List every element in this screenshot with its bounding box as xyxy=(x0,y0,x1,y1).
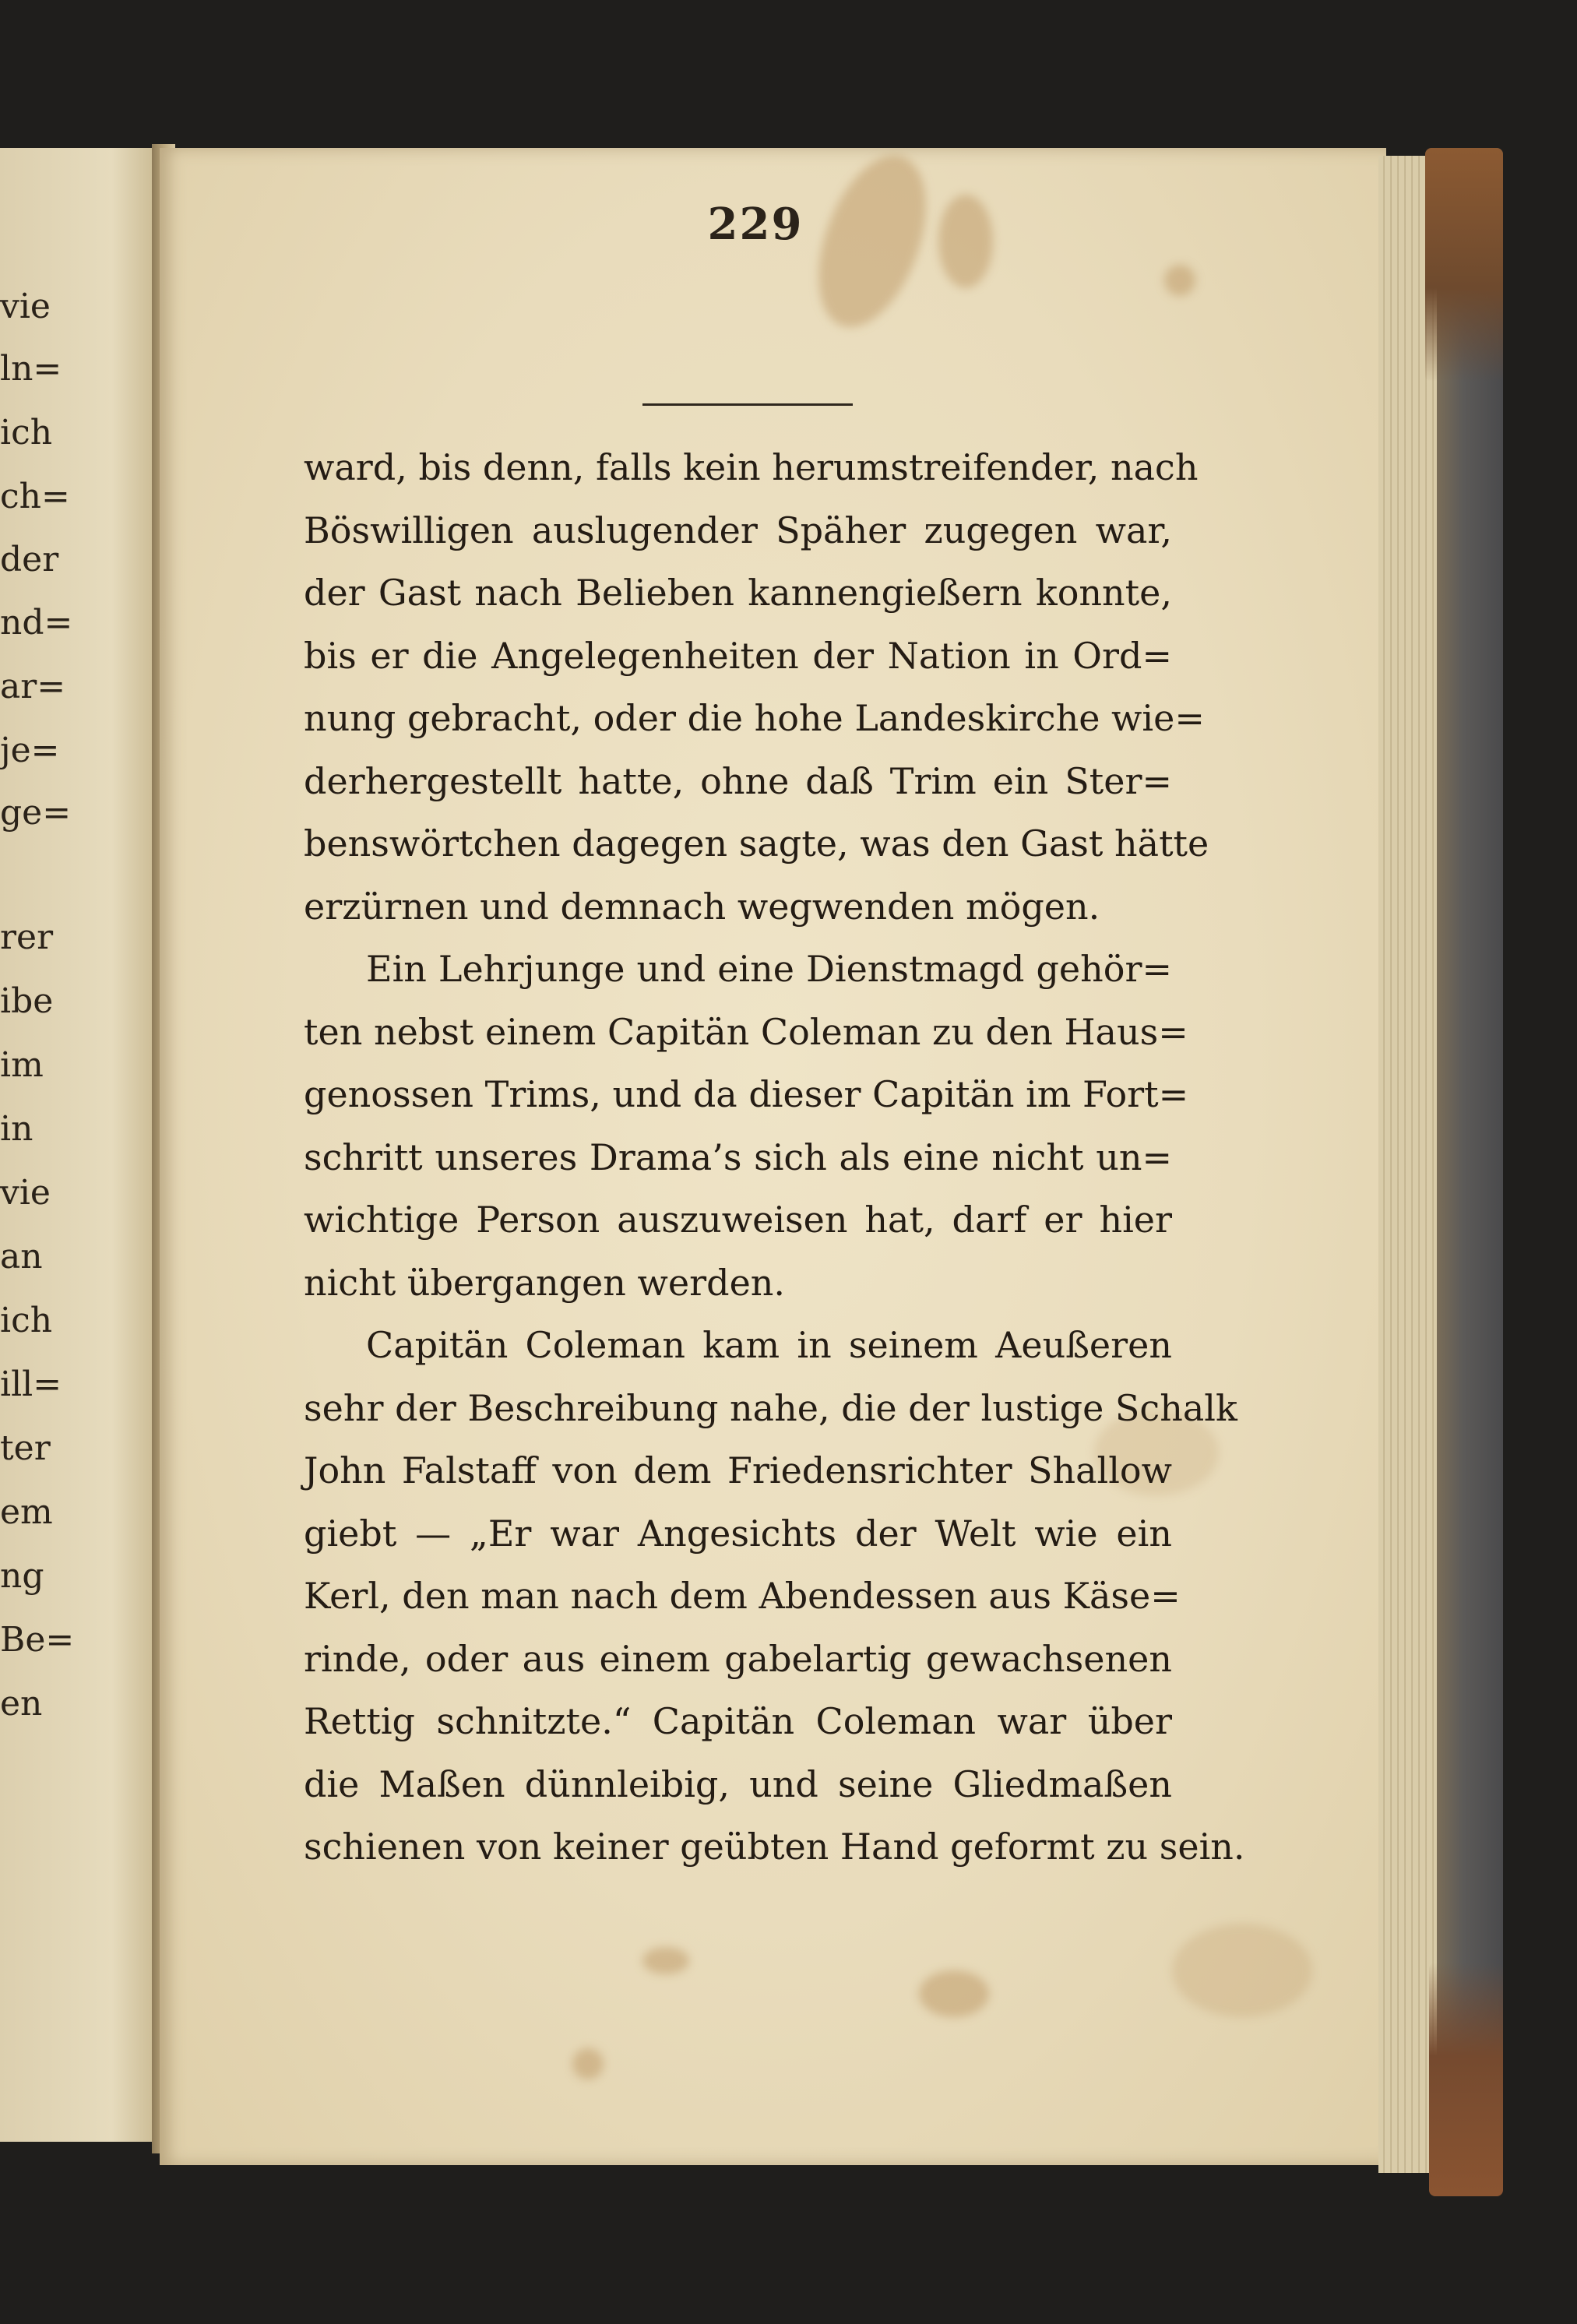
text-line: wichtige Person auszuweisen hat, darf er hier xyxy=(304,1199,1172,1241)
previous-page-fragment: ar= xyxy=(0,667,66,706)
previous-page xyxy=(0,148,160,2142)
page-number: 229 xyxy=(707,199,804,250)
previous-page-fragment: nd= xyxy=(0,603,73,643)
page-edges xyxy=(1378,156,1441,2173)
text-line: sehr der Beschreibung nahe, die der lustige Schalk xyxy=(304,1386,1237,1429)
text-line: Capitän Coleman kam in seinem Aeußeren xyxy=(366,1324,1172,1366)
previous-page-fragment: je= xyxy=(0,731,60,770)
previous-page-fragment: Be= xyxy=(0,1620,75,1660)
text-line: John Falstaff von dem Friedensrichter Shallow xyxy=(304,1449,1172,1491)
text-line: Böswilligen auslugender Späher zugegen war, xyxy=(304,509,1172,551)
stain xyxy=(919,1970,989,2017)
previous-page-fragment: ill= xyxy=(0,1364,62,1404)
text-line: schienen von keiner geübten Hand geformt zu sein. xyxy=(304,1826,1245,1868)
text-line: rinde, oder aus einem gabelartig gewachsenen xyxy=(304,1637,1172,1680)
previous-page-fragment: rer xyxy=(0,917,54,957)
stain xyxy=(1164,265,1195,296)
text-line: die Maßen dünnleibig, und seine Gliedmaßen xyxy=(304,1762,1172,1805)
book-cover xyxy=(1437,148,1503,2188)
previous-page-fragment: ter xyxy=(0,1428,51,1468)
previous-page-fragment: ich xyxy=(0,1301,53,1340)
previous-page-fragment: im xyxy=(0,1045,44,1085)
previous-page-fragment: an xyxy=(0,1237,43,1276)
cover-corner-top xyxy=(1425,148,1503,382)
stain xyxy=(572,2048,604,2079)
cover-corner-bottom xyxy=(1429,1963,1503,2196)
text-line: bis er die Angelegenheiten der Nation in Ord= xyxy=(304,634,1172,677)
text-line: Kerl, den man nach dem Abendessen aus Käse= xyxy=(304,1575,1181,1617)
text-line: nicht übergangen werden. xyxy=(304,1261,786,1304)
previous-page-text xyxy=(0,148,160,2142)
text-line: derhergestellt hatte, ohne daß Trim ein Ster= xyxy=(304,759,1172,802)
stain xyxy=(1172,1924,1312,2017)
previous-page-fragment: ge= xyxy=(0,793,72,833)
previous-page-fragment: vie xyxy=(0,1173,51,1213)
text-line: erzürnen und demnach wegwenden mögen. xyxy=(304,885,1100,928)
previous-page-fragment: vie xyxy=(0,287,51,326)
text-line: Ein Lehrjunge und eine Dienstmagd gehör= xyxy=(366,948,1172,990)
previous-page-fragment: ng xyxy=(0,1556,44,1596)
text-line: schritt unseres Drama’s sich als eine nicht un= xyxy=(304,1136,1172,1178)
text-line: giebt — „Er war Angesichts der Welt wie ein xyxy=(304,1512,1172,1555)
previous-page-fragment: in xyxy=(0,1109,33,1149)
text-line: nung gebracht, oder die hohe Landeskirche wie= xyxy=(304,697,1205,739)
text-line: genossen Trims, und da dieser Capitän im Fort= xyxy=(304,1073,1189,1115)
previous-page-fragment: ln= xyxy=(0,349,62,389)
text-line: ward, bis denn, falls kein herumstreifender, nach xyxy=(304,446,1199,488)
stain xyxy=(642,1947,689,1974)
previous-page-fragment: em xyxy=(0,1492,53,1532)
previous-page-fragment: ich xyxy=(0,413,53,452)
text-line: Rettig schnitzte.“ Capitän Coleman war über xyxy=(304,1700,1172,1742)
text-line: benswörtchen dagegen sagte, was den Gast hätte xyxy=(304,822,1209,864)
previous-page-fragment: der xyxy=(0,540,59,579)
previous-page-fragment: ch= xyxy=(0,477,70,516)
page-number-rule xyxy=(642,403,853,406)
text-line: ten nebst einem Capitän Coleman zu den Haus= xyxy=(304,1010,1188,1053)
stain xyxy=(938,195,993,288)
previous-page-fragment: ibe xyxy=(0,981,54,1021)
previous-page-fragment: en xyxy=(0,1684,43,1724)
text-line: der Gast nach Belieben kannengießern konnte, xyxy=(304,572,1172,614)
body-text xyxy=(304,436,1245,1879)
